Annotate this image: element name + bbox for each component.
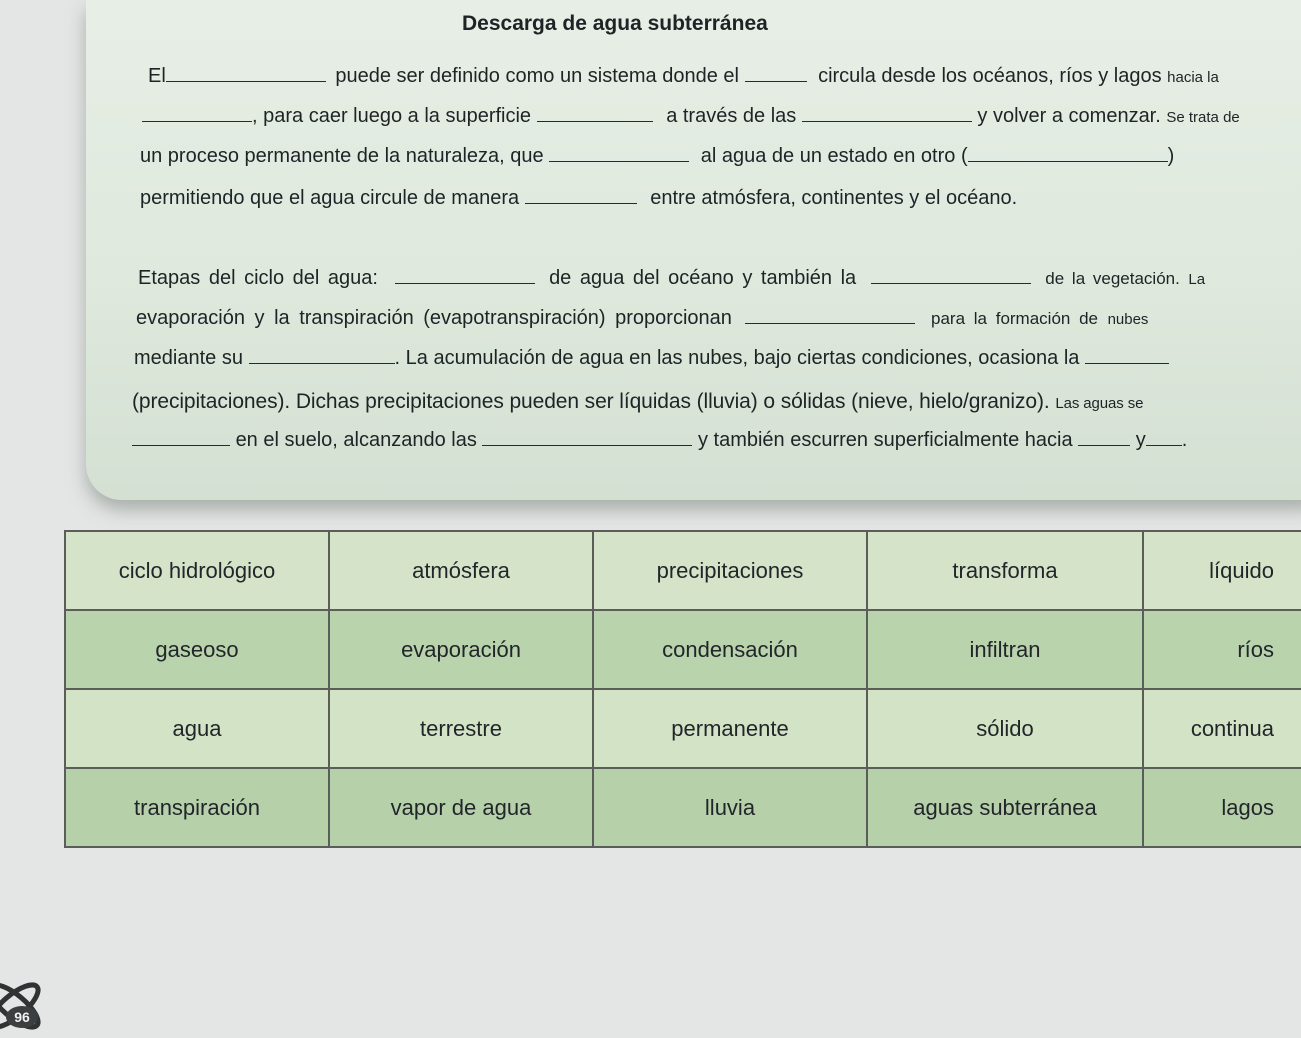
p2-line-1: Etapas del ciclo del agua: de agua del océano y también la de la vegetación. La <box>138 267 1206 289</box>
blank-field[interactable] <box>525 186 637 204</box>
blank-field[interactable] <box>549 144 689 162</box>
p2-line-2: evaporación y la transpiración (evapotranspiración) proporcionan para la formación de nubes <box>136 307 1149 329</box>
word-cell: transforma <box>867 531 1143 610</box>
blank-field[interactable] <box>166 64 326 82</box>
word-cell: precipitaciones <box>593 531 867 610</box>
word-cell: agua <box>65 689 329 768</box>
word-cell: atmósfera <box>329 531 593 610</box>
p1-line-3: un proceso permanente de la naturaleza, que al agua de un estado en otro ( ) <box>140 145 1175 167</box>
word-cell: condensación <box>593 610 867 689</box>
table-row <box>65 768 1301 847</box>
blank-field[interactable] <box>745 64 807 82</box>
p1-line-2: , para caer luego a la superficie a través de las y volver a comenzar. Se trata de <box>142 104 1240 128</box>
blank-field[interactable] <box>249 346 395 364</box>
word-cell: transpiración <box>65 768 329 847</box>
word-cell: ríos <box>1143 610 1301 689</box>
worksheet-title: Descarga de agua subterránea <box>462 12 768 35</box>
blank-field[interactable] <box>537 104 653 122</box>
word-cell: lagos <box>1143 768 1301 847</box>
table-row <box>65 531 1301 610</box>
p1-line-4: permitiendo que el agua circule de manera entre atmósfera, continentes y el océano. <box>140 187 1018 209</box>
blank-field[interactable] <box>1085 346 1169 364</box>
table-row <box>65 689 1301 768</box>
blank-field[interactable] <box>395 266 535 284</box>
word-cell: lluvia <box>593 768 867 847</box>
word-cell: evaporación <box>329 610 593 689</box>
table-row <box>65 610 1301 689</box>
word-cell: terrestre <box>329 689 593 768</box>
p1-line-1: El puede ser definido como un sistema donde el circula desde los océanos, ríos y lagos hacia la <box>148 65 1219 87</box>
word-cell: sólido <box>867 689 1143 768</box>
blank-field[interactable] <box>482 428 692 446</box>
p2-line-5: en el suelo, alcanzando las y también escurren superficialmente hacia y . <box>132 428 1187 452</box>
blank-field[interactable] <box>1146 428 1182 446</box>
word-bank-table <box>64 530 1301 848</box>
blank-field[interactable] <box>142 104 252 122</box>
word-cell: continua <box>1143 689 1301 768</box>
word-cell: gaseoso <box>65 610 329 689</box>
blank-field[interactable] <box>968 144 1168 162</box>
word-cell: aguas subterránea <box>867 768 1143 847</box>
p2-line-4: (precipitaciones). Dichas precipitaciones pueden ser líquidas (lluvia) o sólidas (nieve, hielo/granizo). Las aguas se <box>132 390 1144 413</box>
word-cell: líquido <box>1143 531 1301 610</box>
page-number: 96 <box>6 1006 38 1028</box>
word-cell: permanente <box>593 689 867 768</box>
word-cell: ciclo hidrológico <box>65 531 329 610</box>
blank-field[interactable] <box>1078 428 1130 446</box>
blank-field[interactable] <box>802 104 972 122</box>
word-cell: vapor de agua <box>329 768 593 847</box>
blank-field[interactable] <box>871 266 1031 284</box>
word-cell: infiltran <box>867 610 1143 689</box>
blank-field[interactable] <box>132 428 230 446</box>
blank-field[interactable] <box>745 306 915 324</box>
p2-line-3: mediante su . La acumulación de agua en las nubes, bajo ciertas condiciones, ocasiona la <box>134 346 1169 370</box>
